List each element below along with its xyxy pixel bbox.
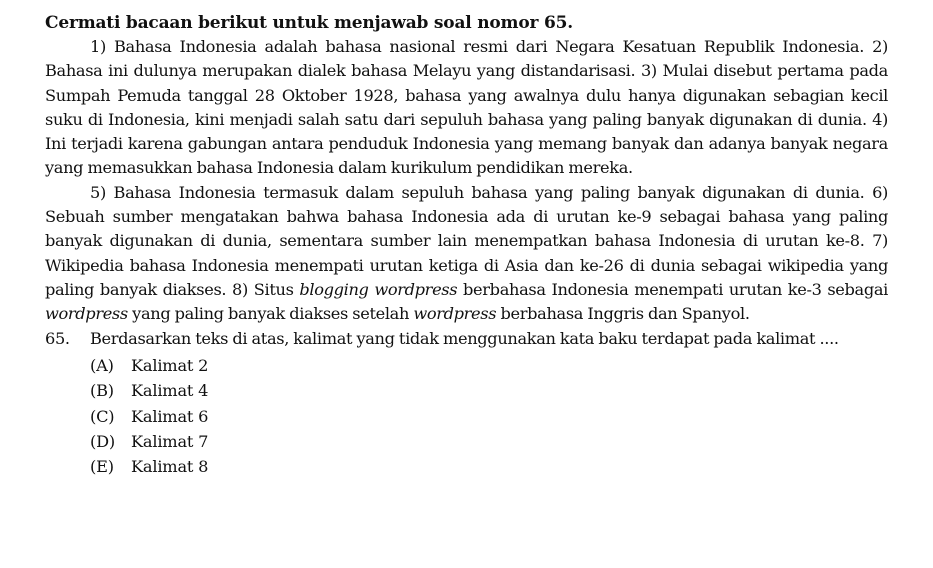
option-text: Kalimat 6 [131,406,209,426]
reading-passage [45,11,888,480]
option-text: Kalimat 7 [131,432,209,452]
option-letter: (B) [90,381,114,401]
question-65 [45,327,888,351]
option-text: Kalimat 4 [131,381,209,401]
paragraph-1 [45,35,888,181]
option-letter: (A) [90,355,114,375]
option-letter: (C) [90,406,115,426]
paragraph-2-italic-a: blogging wordpress [299,279,458,299]
paragraph-2-italic-b: wordpress [45,304,128,324]
option-letter: (D) [90,432,116,452]
answer-option-d[interactable] [90,429,888,454]
paragraph-2 [45,181,888,327]
answer-options [90,353,888,480]
question-text: Berdasarkan teks di atas, kalimat yang tidak menggunakan kata baku terdapat pada kalimat .... [90,328,839,348]
answer-option-b[interactable] [90,378,888,403]
paragraph-2-text-b: berbahasa Indonesia menempati urutan ke-3 sebagai [457,279,888,299]
question-number: 65. [45,328,70,348]
paragraph-1-text: 1) Bahasa Indonesia adalah bahasa nasional resmi dari Negara Kesatuan Republik Indonesia. 2) Bahasa ini dulunya merupakan dialek bahasa Melayu yang distandarisasi. 3) Mulai disebut pertama pada Sumpah Pemuda tanggal 28 Oktober 1928, bahasa yang awalnya dulu hanya digunakan sebagian kecil suku di Indonesia, kini menjadi salah satu dari sepuluh bahasa yang paling banyak digunakan di dunia. 4) Ini terjadi karena gabungan antara penduduk Indonesia yang memang banyak dan adanya banyak negara yang memasukkan bahasa Indonesia dalam kurikulum pendidikan mereka. [45,37,888,178]
paragraph-2-text-d: berbahasa Inggris dan Spanyol. [496,304,750,324]
paragraph-2-text-a: 5) Bahasa Indonesia termasuk dalam sepuluh bahasa yang paling banyak digunakan di dunia. 6) Sebuah sumber mengatakan bahwa bahasa Indonesia ada di urutan ke-9 sebagai bahasa yang paling banyak digunakan di dunia, sementara sumber lain menempatkan bahasa Indonesia di urutan ke-8. 7) Wikipedia bahasa Indonesia menempati urutan ketiga di Asia dan ke-26 di dunia sebagai wikipedia yang paling banyak diakses. 8) Situs [45,182,888,299]
option-text: Kalimat 2 [131,355,209,375]
option-letter: (E) [90,457,114,477]
answer-option-e[interactable] [90,454,888,479]
paragraph-2-text-c: yang paling banyak diakses setelah [127,304,414,324]
option-text: Kalimat 8 [131,457,209,477]
paragraph-2-italic-c: wordpress [413,304,497,324]
instruction-heading: Cermati bacaan berikut untuk menjawab soal nomor 65. [45,13,573,33]
answer-option-a[interactable] [90,353,888,378]
answer-option-c[interactable] [90,404,888,429]
